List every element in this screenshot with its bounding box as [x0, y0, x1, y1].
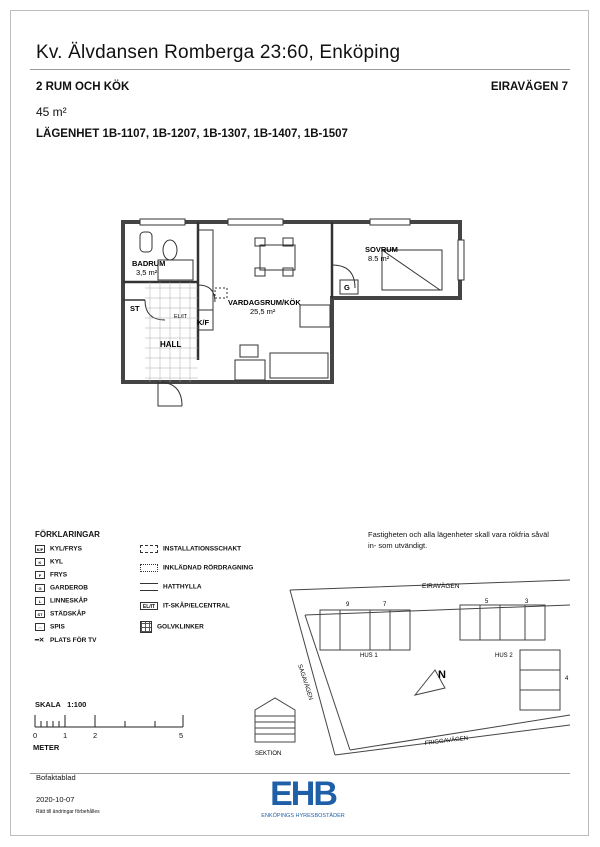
street-left: SAGAVÄGEN: [296, 663, 314, 702]
legend-symbol: F: [35, 571, 45, 579]
legend-label: KYL/FRYS: [50, 545, 82, 553]
bedroom-area: 8.5 m²: [368, 254, 390, 263]
legend-label: INSTALLATIONSSCHAKT: [163, 545, 242, 553]
address-label: EIRAVÄGEN 7: [490, 81, 568, 93]
legend-label: KYL: [50, 558, 63, 566]
elit-label: EL/IT: [174, 314, 188, 320]
disclaimer: Rätt till ändringar förbehålles: [36, 809, 100, 815]
scale-ratio: 1:100: [67, 700, 87, 709]
bathroom-name: BADRUM: [132, 259, 166, 268]
legend-symbol: EL/IT: [140, 602, 158, 610]
scale-tick-1: 1: [63, 731, 68, 740]
logo-mark: EHB: [270, 775, 336, 813]
legend-label: GARDEROB: [50, 584, 88, 592]
tv-icon: ━✕: [35, 637, 45, 644]
legend-item: [35, 558, 96, 571]
legend-item: [35, 610, 96, 623]
bathroom-area: 3,5 m²: [136, 268, 158, 277]
street-bottom: FRIGGAVÄGEN: [424, 735, 469, 747]
company-logo: [248, 776, 358, 819]
legend-item: [35, 597, 96, 610]
legend-label: GOLVKLINKER: [157, 623, 204, 631]
legend-symbol: K: [35, 558, 45, 566]
scale-label: [35, 700, 86, 709]
section-label: SEKTION: [255, 751, 282, 757]
house2-label: HUS 2: [495, 653, 513, 659]
scale-word: SKALA: [35, 700, 61, 709]
area-label: 45 m²: [36, 105, 67, 119]
legend-label: HATTHYLLA: [163, 583, 202, 591]
street-top: EIRAVÄGEN: [422, 583, 460, 590]
scale-tick-0: 0: [33, 731, 38, 740]
legend-item: [35, 571, 96, 584]
scale-tick-2: 2: [93, 731, 98, 740]
company-name: ENKÖPINGS HYRESBOSTÄDER: [261, 813, 345, 819]
footer-divider: [30, 773, 570, 774]
legend-label: INKLÄDNAD RÖRDRAGNING: [163, 564, 254, 572]
house-number-4: 4: [565, 676, 569, 682]
legend-item: [35, 636, 96, 649]
house-number-5: 5: [485, 599, 489, 605]
legend-label: STÄDSKÅP: [50, 610, 86, 618]
hall-label: HALL: [160, 340, 182, 349]
smoke-free-note: Fastigheten och alla lägenheter skall vara rökfria såväl in- som utvändigt.: [368, 530, 549, 550]
document-title: Kv. Älvdansen Romberga 23:60, Enköping: [36, 42, 401, 63]
header-divider: [30, 69, 570, 70]
legend-symbol: K/F: [36, 547, 44, 552]
house-number-9: 9: [346, 602, 350, 608]
bedroom-name: SOVRUM: [365, 245, 398, 254]
legend-item: [140, 621, 253, 640]
legend-label: FRYS: [50, 571, 68, 579]
doc-date: 2020-10-07: [36, 795, 75, 804]
rooms-label: 2 RUM OCH KÖK: [36, 81, 130, 93]
north-label: N: [438, 669, 446, 681]
g-label: G: [344, 283, 350, 292]
house-number-7: 7: [383, 602, 387, 608]
apartment-list: LÄGENHET 1B-1107, 1B-1207, 1B-1307, 1B-1407, 1B-1507: [36, 128, 348, 140]
legend-item: [35, 545, 96, 558]
pipe-icon: [140, 564, 158, 572]
living-name: VARDAGSRUM/KÖK: [228, 298, 301, 307]
kf-label: K/F: [197, 318, 210, 327]
site-plan: [250, 570, 580, 765]
legend-label: PLATS FÖR TV: [50, 637, 97, 644]
floor-plan: [110, 210, 470, 415]
scale-unit: METER: [33, 743, 60, 752]
legend-item: [140, 545, 253, 564]
legend-label: IT-SKÅP/ELCENTRAL: [163, 602, 230, 610]
house1-label: HUS 1: [360, 653, 378, 659]
legend-symbol: ST: [35, 610, 45, 618]
hat-shelf-icon: [140, 583, 158, 591]
scale-bar: [33, 710, 193, 730]
legend-item: [140, 583, 253, 602]
stove-icon: ◦◦: [35, 623, 45, 631]
legend-item: [140, 602, 253, 621]
house-number-3: 3: [525, 599, 529, 605]
st-label: ST: [130, 304, 140, 313]
legend-right: [140, 545, 253, 640]
shaft-icon: [140, 545, 158, 553]
tile-icon: [140, 621, 152, 633]
living-area: 25,5 m²: [250, 307, 276, 316]
legend-item: [140, 564, 253, 583]
legend-title: FÖRKLARINGAR: [35, 530, 100, 539]
legend-left: [35, 545, 96, 649]
legend-label: LINNESKÅP: [50, 597, 88, 605]
scale-tick-5: 5: [179, 731, 184, 740]
legend-label: SPIS: [50, 623, 65, 631]
legend-symbol: G: [35, 584, 45, 592]
legend-symbol: L: [35, 597, 45, 605]
doc-type: Bofaktablad: [36, 773, 76, 782]
legend-item: [35, 623, 96, 636]
legend-item: [35, 584, 96, 597]
